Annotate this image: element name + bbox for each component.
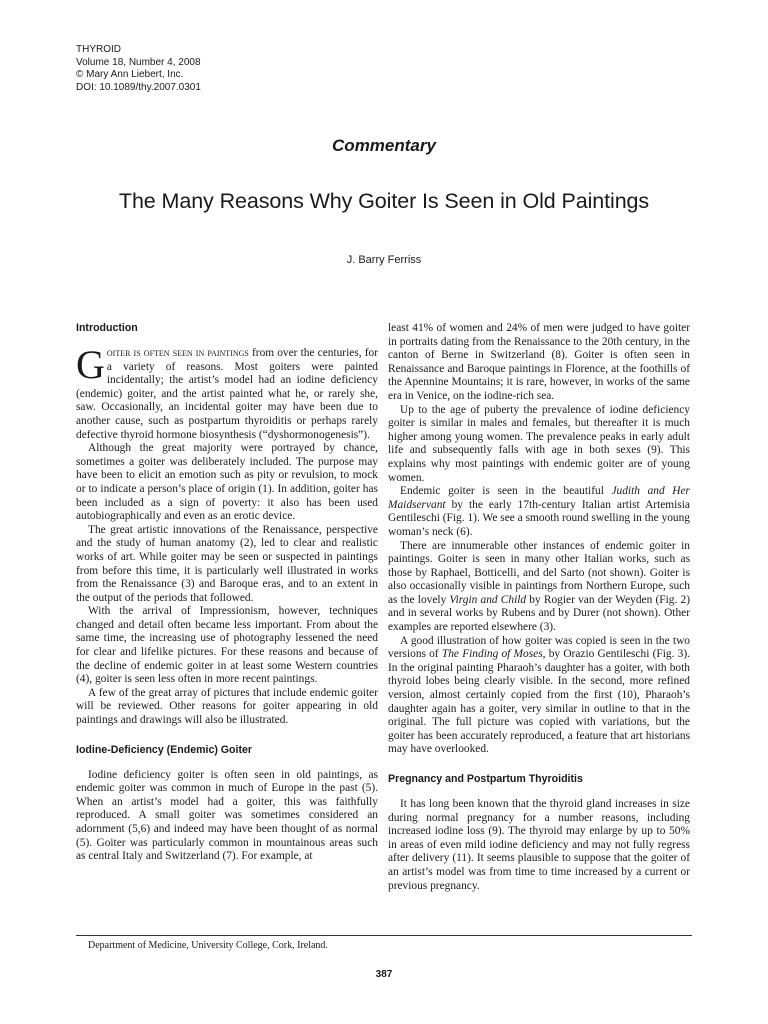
paragraph: least 41% of women and 24% of men were judged to have goiter in portraits dating from the Renaissance to the 20th century, in the canton of Berne in Switzerland (8). Goiter is often seen in Renaissance and Baroque paintings in Florence, at the foothills of the Apennine Mountains; it is rare, however, in works of the same era in Venice, on the iodine-rich sea. [388, 322, 690, 402]
section-gap [76, 728, 378, 744]
paragraph: Up to the age of puberty the prevalence of iodine deficiency goiter is similar in males and females, but thereafter it is much higher among young women. The prevalence peaks in early adult life and subsequently falls with age in both sexes (9). This explains why most paintings with endemic goiter are of young women. [388, 403, 690, 484]
paragraph [388, 485, 690, 539]
article-type: Commentary [332, 136, 436, 155]
article-author: J. Barry Ferriss [346, 254, 422, 266]
journal-name: THYROID [76, 44, 121, 55]
footnote-rule [76, 935, 692, 936]
drop-cap: G [76, 342, 105, 387]
painting-title: Virgin and Child [449, 593, 527, 606]
journal-doi: DOI: 10.1089/thy.2007.0301 [76, 81, 201, 93]
page-number: 387 [375, 969, 393, 980]
paragraph: The great artistic innovations of the Renaissance, perspective and the study of human anatomy (2), led to clear and realistic works of art. While goiter may be seen or suspected in paintings from before this time, it is particularly well illustrated in works from the Renaissance (3) and Baroque eras, and to an extent in the output of the periods that followed. [76, 523, 378, 604]
section-gap [388, 757, 690, 773]
journal-info [76, 44, 201, 94]
journal-volume: Volume 18, Number 4, 2008 [76, 56, 201, 68]
paragraph-text: A good illustration of how goiter was copied is seen in the two versions of [388, 634, 690, 661]
paragraph-text: by the early 17th-century Italian artist Artemisia Gentileschi (Fig. 1). We see a smooth round swelling in the young woman’s neck (6). [388, 498, 690, 538]
paragraph: A few of the great array of pictures that include endemic goiter will be reviewed. Other reasons for goiter appearing in old paintings and drawings will also be illustrated. [76, 686, 378, 727]
painting-title: The Finding of Moses [441, 648, 543, 661]
paragraph-text: by Rogier van der Weyden (Fig. 2) and in several works by Rubens and by Durer (not shown). Other examples are reported elsewhere (3). [388, 593, 690, 634]
section-heading-introduction: Introduction [76, 322, 138, 334]
journal-copyright: © Mary Ann Liebert, Inc. [76, 69, 184, 80]
paragraph: With the arrival of Impressionism, however, techniques changed and detail often became less important. From about the same time, the increasing use of photography lessened the need for clear and lifelike pictures. For these reasons and because of the decline of endemic goiter in at least some Western countries (4), goiter is seen less often in more recent paintings. [76, 605, 378, 686]
paragraph: It has long been known that the thyroid gland increases in size during normal pregnancy for a number reasons, including increased iodine loss (9). The thyroid may enlarge by up to 50% in areas of even mild iodine deficiency and may not fully regress after delivery (11). It seems plausible to suppose that the goiter of an artist’s model was from time to time increased by a current or previous pregnancy. [388, 798, 690, 892]
paragraph-text: from over the centuries, for a variety of reasons. Most goiters were painted incidentally; the artist’s model had an iodine deficiency (endemic) goiter, and the artist painted what he, or rarely she, saw. Occasionally, an incidental goiter may have been due to another cause, such as postpartum thyroiditis or perhaps rarely defective thyroid hormone biosynthesis (“dyshormonogenesis”). [76, 347, 378, 441]
paragraph [388, 540, 690, 635]
painting-title: Judith and Her Maidservant [388, 485, 690, 511]
paragraph-text: , by Orazio Gentileschi (Fig. 3). In the original painting Pharaoh’s daughter has a goiter, with both thyroid lobes being clearly visible. In the second, more refined version, almost certainly copied from the first (10), Pharaoh’s daughter again has a goiter, very similar in outline to that in the original. The full picture was copied with variations, but the goiter has been accurately reproduced, a feature that art historians may have overlooked. [388, 648, 690, 756]
paragraph [76, 342, 378, 442]
paragraph [388, 635, 690, 757]
paragraph: Although the great majority were portrayed by chance, sometimes a goiter was deliberately included. The purpose may have been to elicit an emotion such as pity or revulsion, to mock or to indicate a person’s place of origin (1). In addition, goiter has been included as a sign of poverty: it also has been used autobiographically and even as an erotic device. [76, 442, 378, 523]
paragraph-text: There are innumerable other instances of endemic goiter in paintings. Goiter is seen in many other Italian works, such as those by Raphael, Botticelli, and del Sarto (not shown). Goiter is also occasionally visible in paintings from Northern Europe, such as the lovely [388, 539, 690, 606]
paragraph: Iodine deficiency goiter is often seen in old paintings, as endemic goiter was common in much of Europe in the past (5). When an artist’s model had a goiter, this was faithfully reproduced. A small goiter was sometimes considered an adornment (5,6) and indeed may have been thought of as normal (5). Goiter was particularly common in mountainous areas such as central Italy and Switzerland (7). For example, at [76, 768, 378, 863]
left-column [76, 322, 378, 864]
affiliation-footnote: Department of Medicine, University College, Cork, Ireland. [88, 940, 328, 951]
article-title: The Many Reasons Why Goiter Is Seen in Old Paintings [118, 189, 650, 213]
section-heading-iodine: Iodine-Deficiency (Endemic) Goiter [76, 743, 253, 756]
lead-in: oiter is often seen in paintings [106, 347, 249, 359]
section-heading-pregnancy: Pregnancy and Postpartum Thyroiditis [388, 773, 583, 785]
right-column [388, 322, 690, 893]
paragraph-text: Endemic goiter is seen in the beautiful [400, 485, 612, 498]
